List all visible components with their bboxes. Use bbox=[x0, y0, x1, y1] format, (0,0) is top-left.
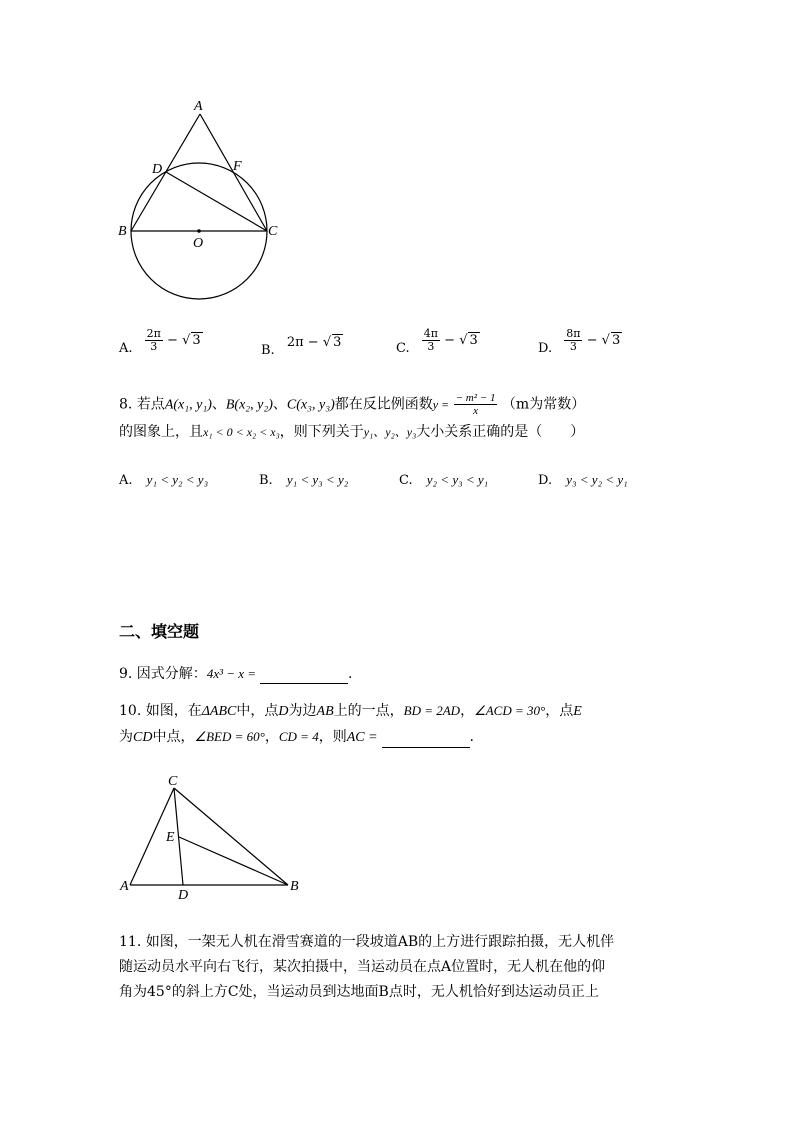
sqrt-icon: √ bbox=[601, 333, 610, 348]
segment-ab bbox=[131, 114, 200, 231]
q7-option-b-label: B. bbox=[261, 343, 275, 358]
q8-vars: y₁、y₂、y₃ bbox=[363, 425, 417, 439]
q10-line1 bbox=[119, 701, 582, 722]
q7-option-d-den: 3 bbox=[569, 340, 577, 353]
q7-option-a-fraction bbox=[145, 328, 163, 353]
q7-option-c-fraction bbox=[422, 328, 440, 353]
q7-option-d-fraction bbox=[564, 328, 582, 353]
q7-option-d-num: 8π bbox=[566, 327, 581, 340]
label-a-2: A bbox=[120, 879, 129, 894]
q10-eq3: ∠BED = 60° bbox=[194, 729, 265, 744]
q9-expr: 4x³ − x = bbox=[206, 666, 257, 681]
label-d: D bbox=[152, 162, 163, 177]
q8-option-c-label: C. bbox=[399, 473, 413, 488]
q7-option-d[interactable] bbox=[538, 328, 622, 356]
q7-option-c-den: 3 bbox=[427, 340, 435, 353]
q10-line2-a: 为 bbox=[119, 729, 133, 745]
q10-eq1: BD = 2AD bbox=[403, 703, 461, 718]
label-b-2: B bbox=[290, 879, 299, 894]
q10-line1-c: 为边 bbox=[288, 703, 317, 719]
figure-circle-triangle bbox=[110, 92, 290, 307]
q8-option-d-expr: y₃ < y₂ < y₁ bbox=[566, 472, 628, 487]
q10-answer-blank[interactable] bbox=[382, 731, 470, 748]
q8-option-d[interactable] bbox=[538, 472, 628, 488]
q10-ac: AC = bbox=[346, 730, 378, 745]
q7-option-c-num: 4π bbox=[423, 327, 438, 340]
q9-end: . bbox=[348, 666, 353, 682]
q7-option-b-rad: 3 bbox=[333, 335, 342, 350]
q10-line2 bbox=[119, 727, 474, 748]
q7-option-c-rad: 3 bbox=[469, 333, 478, 348]
q8-option-c-expr: y₂ < y₃ < y₁ bbox=[426, 472, 489, 487]
q8-condition: x₁ < 0 < x₂ < x₃ bbox=[203, 425, 280, 439]
q7-option-a-den: 3 bbox=[150, 340, 158, 353]
q8-option-b[interactable] bbox=[259, 472, 348, 488]
q8-option-a[interactable] bbox=[119, 472, 208, 488]
q7-option-d-rad: 3 bbox=[611, 333, 621, 348]
q7-option-a-rad: 3 bbox=[192, 333, 201, 348]
q10-end: . bbox=[469, 729, 474, 745]
q7-option-b[interactable] bbox=[261, 334, 343, 358]
q11-line1: 11. 如图，一架无人机在滑雪赛道的一段坡道AB的上方进行跟踪拍摄，无人机伴 bbox=[119, 934, 615, 950]
q8-func-num: − m² − 1 bbox=[455, 392, 496, 404]
q8-line2-c: 大小关系正确的是（ ） bbox=[416, 424, 585, 440]
q7-option-d-label: D. bbox=[538, 341, 553, 356]
segment-dc bbox=[166, 172, 267, 231]
q8-line2 bbox=[119, 422, 584, 442]
q7-option-d-minus: − bbox=[586, 333, 598, 348]
q10-line2-c: ， bbox=[264, 729, 279, 745]
q10-line1-e: ，点 bbox=[545, 703, 574, 719]
q7-option-b-expr: 2π − bbox=[286, 335, 319, 350]
q10-triangle: ΔABC bbox=[201, 704, 237, 719]
q8-point-b: B(x₂, y₂) bbox=[225, 397, 273, 413]
q10-line1-b: 中，点 bbox=[236, 703, 279, 719]
q10-eq4: CD = 4 bbox=[278, 729, 319, 744]
q10-line2-d: ，则 bbox=[318, 729, 347, 745]
q8-option-d-label: D. bbox=[538, 473, 553, 488]
q8-tail: （m为常数） bbox=[501, 396, 586, 413]
q8-point-a: A(x₁, y₁) bbox=[164, 397, 212, 413]
q7-option-a-minus: − bbox=[167, 333, 178, 348]
sqrt-icon: √ bbox=[459, 333, 468, 348]
q8-line1 bbox=[119, 392, 585, 417]
q8-func-lhs: y = bbox=[432, 397, 450, 412]
label-d-2: D bbox=[178, 888, 189, 903]
q10-line2-b: 中点， bbox=[152, 729, 195, 745]
q7-option-c[interactable] bbox=[396, 328, 480, 356]
q8-func-den: x bbox=[473, 405, 478, 417]
q8-option-b-expr: y₁ < y₃ < y₂ bbox=[286, 472, 349, 487]
center-point-o bbox=[197, 229, 201, 233]
segment-cb-2 bbox=[174, 788, 288, 885]
q8-option-a-label: A. bbox=[119, 473, 133, 488]
q8-line2-a: 的图象上，且 bbox=[119, 424, 203, 440]
label-e-2: E bbox=[166, 830, 175, 845]
section-heading: 二、填空题 bbox=[119, 622, 200, 641]
q10-eq2: ∠ACD = 30° bbox=[474, 703, 546, 718]
q10-point-e: E bbox=[573, 704, 582, 719]
q9-prefix: 9. 因式分解： bbox=[119, 666, 207, 682]
label-c-2: C bbox=[168, 774, 178, 789]
q8-option-a-expr: y₁ < y₂ < y₃ bbox=[146, 472, 209, 487]
sqrt-icon: √ bbox=[182, 333, 191, 348]
q9 bbox=[119, 664, 353, 684]
q8-option-b-label: B. bbox=[259, 473, 273, 488]
q10-segment-ab: AB bbox=[316, 704, 334, 719]
q7-option-a-label: A. bbox=[119, 341, 133, 356]
sqrt-icon: √ bbox=[322, 335, 332, 350]
q8-sep2: 、 bbox=[272, 396, 287, 413]
q11-line2: 随运动员水平向右飞行，某次拍摄中，当运动员在点A位置时，无人机在他的仰 bbox=[119, 959, 606, 975]
label-o: O bbox=[193, 236, 204, 251]
q11-line3: 角为45°的斜上方C处，当运动员到达地面B点时，无人机恰好到达运动员正上 bbox=[119, 984, 599, 1000]
q8-prefix: 8. 若点 bbox=[119, 396, 165, 413]
label-f: F bbox=[233, 159, 242, 174]
segment-cd-2 bbox=[174, 788, 183, 885]
segment-eb-2 bbox=[179, 837, 288, 885]
q10-line1-a: 10. 如图，在 bbox=[119, 703, 202, 719]
q8-mid: 都在反比例函数 bbox=[334, 396, 433, 413]
figure-triangle-abc bbox=[112, 768, 312, 908]
q8-func-fraction bbox=[454, 392, 498, 417]
q10-line1-d: 上的一点， bbox=[333, 703, 404, 719]
q7-option-c-label: C. bbox=[396, 341, 410, 356]
q8-line2-b: ，则下列关于 bbox=[279, 424, 364, 440]
q10-sep: ， bbox=[460, 703, 475, 719]
q8-point-c: C(x₃, y₃) bbox=[286, 397, 335, 413]
q9-answer-blank[interactable] bbox=[260, 667, 348, 684]
q8-option-c[interactable] bbox=[399, 472, 488, 488]
q7-option-c-minus: − bbox=[444, 333, 456, 348]
label-a: A bbox=[194, 99, 203, 114]
q10-segment-cd: CD bbox=[133, 730, 153, 745]
q10-point-d: D bbox=[278, 704, 289, 719]
label-b: B bbox=[118, 224, 127, 239]
q7-option-a[interactable] bbox=[119, 328, 203, 356]
q7-option-a-num: 2π bbox=[146, 327, 161, 340]
q8-sep1: 、 bbox=[211, 396, 226, 413]
label-c: C bbox=[268, 224, 278, 239]
